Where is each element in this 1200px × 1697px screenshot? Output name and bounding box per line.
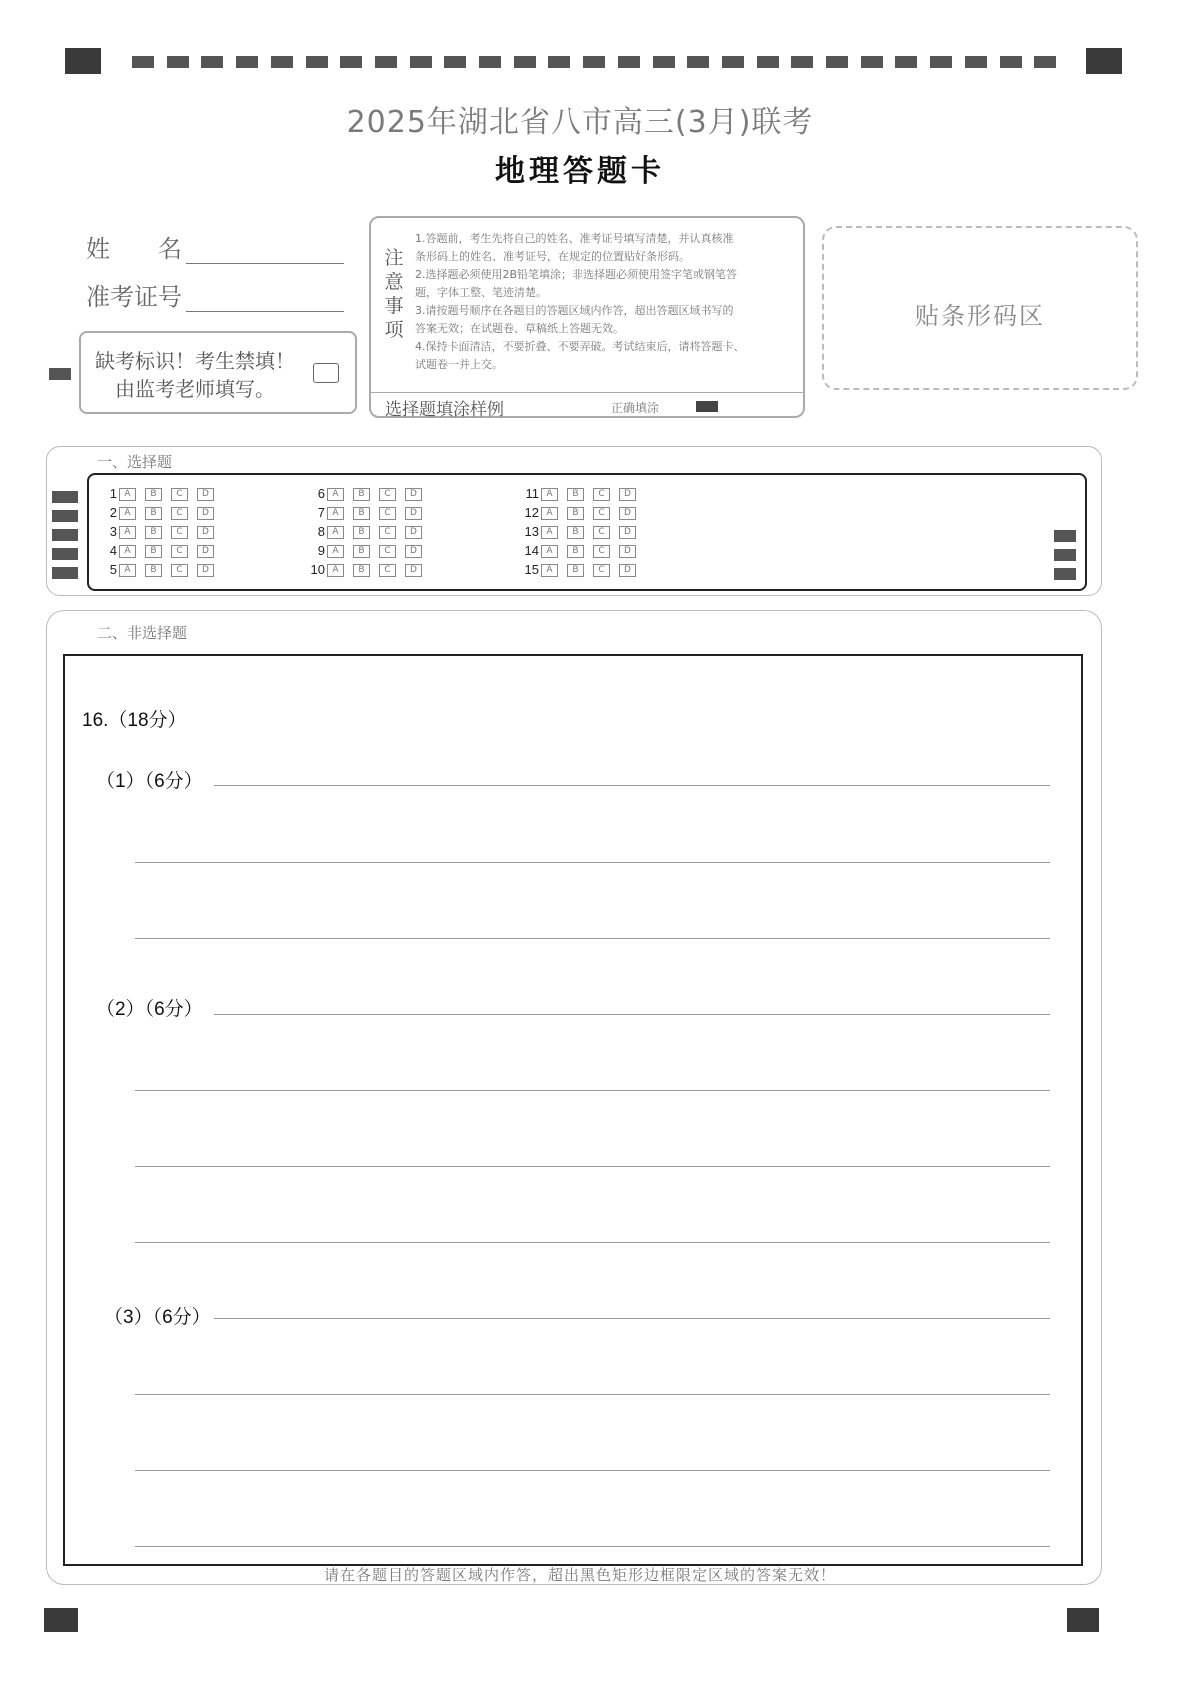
notice-heading-char: 意 [384, 271, 404, 293]
notice-item: 试题卷一并上交。 [415, 358, 503, 371]
option-bubble[interactable]: C [593, 526, 610, 539]
option-bubble[interactable]: C [593, 488, 610, 501]
option-bubble[interactable]: B [567, 507, 584, 520]
answer-line[interactable] [135, 938, 1050, 939]
name-field[interactable] [86, 229, 344, 264]
question-number: 11 [525, 486, 539, 501]
question-number: 9 [317, 543, 325, 558]
option-bubble[interactable]: A [327, 564, 344, 577]
notice-heading-char: 事 [384, 295, 404, 317]
id-label: 准考证号 [86, 283, 182, 311]
choice-question [303, 542, 431, 560]
answer-line[interactable] [214, 785, 1050, 786]
option-bubble[interactable]: D [197, 488, 214, 501]
question-16-label: 16.（18分） [82, 710, 187, 731]
question-number: 6 [317, 486, 325, 501]
id-field[interactable] [86, 277, 344, 312]
option-bubble[interactable]: A [541, 564, 558, 577]
option-bubble[interactable]: C [379, 488, 396, 501]
corner-mark-top-right [1086, 48, 1122, 74]
corner-mark-bottom-right [1067, 1608, 1099, 1632]
absent-box [79, 331, 357, 414]
timing-mark [618, 56, 640, 68]
option-bubble[interactable]: B [353, 545, 370, 558]
timing-mark [271, 56, 293, 68]
timing-mark [306, 56, 328, 68]
row-mark-right [1054, 568, 1076, 580]
answer-line[interactable] [214, 1014, 1050, 1015]
timing-mark [548, 56, 570, 68]
option-bubble[interactable]: A [541, 507, 558, 520]
option-bubble[interactable]: B [567, 545, 584, 558]
timing-mark [895, 56, 917, 68]
option-bubble[interactable]: C [379, 545, 396, 558]
option-bubble[interactable]: D [197, 526, 214, 539]
choice-question [517, 485, 645, 503]
option-bubble[interactable]: D [405, 526, 422, 539]
side-mark-absent [49, 368, 71, 380]
absent-line-2: 由监考老师填写。 [115, 377, 275, 401]
question-number: 4 [109, 543, 117, 558]
section-choice [46, 446, 1102, 596]
question-number: 10 [310, 562, 325, 577]
name-label: 姓 名 [86, 235, 182, 263]
answer-line[interactable] [135, 1394, 1050, 1395]
timing-mark [444, 56, 466, 68]
section-choice-heading: 一、选择题 [97, 453, 173, 471]
name-line[interactable] [186, 263, 344, 264]
question-number: 8 [317, 524, 325, 539]
id-line[interactable] [186, 311, 344, 312]
option-bubble[interactable]: A [119, 507, 136, 520]
timing-mark [410, 56, 432, 68]
answer-line[interactable] [135, 1470, 1050, 1471]
choice-question [517, 504, 645, 522]
option-bubble[interactable]: D [405, 545, 422, 558]
row-mark [52, 567, 78, 579]
option-bubble[interactable]: A [327, 545, 344, 558]
choice-grid [87, 473, 1087, 591]
choice-question [303, 561, 431, 579]
choice-question [95, 561, 223, 579]
option-bubble[interactable]: A [119, 564, 136, 577]
option-bubble[interactable]: B [567, 564, 584, 577]
option-bubble[interactable]: C [379, 526, 396, 539]
option-bubble[interactable]: A [327, 507, 344, 520]
option-bubble[interactable]: C [379, 507, 396, 520]
option-bubble[interactable]: C [171, 526, 188, 539]
section-nonchoice [46, 610, 1102, 1585]
timing-mark [375, 56, 397, 68]
notice-item: 2.选择题必须使用2B铅笔填涂；非选择题必须使用签字笔或钢笔答 [415, 268, 738, 281]
option-bubble[interactable]: D [197, 507, 214, 520]
corner-mark-bottom-left [44, 1608, 78, 1632]
question-number: 5 [109, 562, 117, 577]
question-number: 14 [524, 543, 539, 558]
choice-question [517, 561, 645, 579]
answer-line[interactable] [135, 1546, 1050, 1547]
timing-mark [722, 56, 744, 68]
question-number: 12 [524, 505, 539, 520]
option-bubble[interactable]: C [379, 564, 396, 577]
option-bubble[interactable]: B [145, 488, 162, 501]
timing-mark [1034, 56, 1056, 68]
option-bubble[interactable]: B [353, 488, 370, 501]
answer-line[interactable] [135, 1242, 1050, 1243]
notice-item: 3.请按题号顺序在各题目的答题区域内作答，超出答题区域书写的 [415, 304, 734, 317]
option-bubble[interactable]: B [567, 488, 584, 501]
option-bubble[interactable]: D [619, 545, 636, 558]
notice-item: 1.答题前，考生先将自己的姓名、准考证号填写清楚，并认真核准 [415, 232, 734, 245]
question-number: 2 [109, 505, 117, 520]
timing-mark [687, 56, 709, 68]
timing-mark [167, 56, 189, 68]
option-bubble[interactable]: A [541, 488, 558, 501]
option-bubble[interactable]: A [327, 488, 344, 501]
option-bubble[interactable]: B [353, 526, 370, 539]
option-bubble[interactable]: D [619, 488, 636, 501]
option-bubble[interactable]: B [353, 564, 370, 577]
option-bubble[interactable]: D [619, 526, 636, 539]
question-number: 13 [524, 524, 539, 539]
choice-question [303, 485, 431, 503]
fill-example-label: 选择题填涂样例 [385, 400, 504, 420]
timing-mark [236, 56, 258, 68]
choice-question [517, 542, 645, 560]
option-bubble[interactable]: D [405, 564, 422, 577]
question-number: 1 [109, 486, 117, 501]
row-mark [52, 529, 78, 541]
option-bubble[interactable]: B [145, 545, 162, 558]
option-bubble[interactable]: B [145, 526, 162, 539]
section-nonchoice-heading: 二、非选择题 [97, 624, 188, 642]
option-bubble[interactable]: C [593, 564, 610, 577]
option-bubble[interactable]: C [593, 507, 610, 520]
option-bubble[interactable]: A [327, 526, 344, 539]
timing-mark [965, 56, 987, 68]
timing-mark [340, 56, 362, 68]
part-2-label: （2）（6分） [96, 999, 203, 1020]
timing-mark [791, 56, 813, 68]
absent-text [95, 347, 295, 403]
option-bubble[interactable]: C [171, 488, 188, 501]
option-bubble[interactable]: A [119, 488, 136, 501]
timing-mark [930, 56, 952, 68]
notice-box [369, 216, 805, 418]
row-mark [52, 510, 78, 522]
option-bubble[interactable]: B [145, 564, 162, 577]
timing-mark [583, 56, 605, 68]
notice-item: 答案无效；在试题卷、草稿纸上答题无效。 [415, 322, 624, 335]
option-bubble[interactable]: C [171, 507, 188, 520]
option-bubble[interactable]: D [197, 545, 214, 558]
option-bubble[interactable]: B [145, 507, 162, 520]
timing-mark [826, 56, 848, 68]
question-number: 3 [109, 524, 117, 539]
choice-question [303, 523, 431, 541]
barcode-area [822, 226, 1138, 390]
option-bubble[interactable]: B [567, 526, 584, 539]
row-mark [52, 548, 78, 560]
timing-mark [653, 56, 675, 68]
corner-mark-top-left [65, 48, 101, 74]
question-number: 15 [524, 562, 539, 577]
option-bubble[interactable]: A [541, 526, 558, 539]
notice-list [415, 230, 797, 374]
part-3-label: （3）（6分） [104, 1307, 211, 1328]
option-bubble[interactable]: C [593, 545, 610, 558]
barcode-label: 贴条形码区 [915, 302, 1045, 330]
timing-mark [201, 56, 223, 68]
timing-mark [514, 56, 536, 68]
correct-fill-label: 正确填涂 [611, 401, 660, 415]
timing-mark [132, 56, 154, 68]
timing-mark [861, 56, 883, 68]
choice-question [517, 523, 645, 541]
notice-heading-char: 项 [384, 319, 404, 341]
choice-question [95, 542, 223, 560]
option-bubble[interactable]: D [619, 564, 636, 577]
choice-question [95, 523, 223, 541]
choice-question [95, 504, 223, 522]
question-number: 7 [317, 505, 325, 520]
absent-checkbox[interactable] [313, 363, 339, 383]
option-bubble[interactable]: D [197, 564, 214, 577]
notice-heading [383, 246, 405, 342]
row-mark-right [1054, 549, 1076, 561]
choice-question [95, 485, 223, 503]
option-bubble[interactable]: A [541, 545, 558, 558]
exam-title: 2025年湖北省八市高三(3月)联考 [346, 105, 814, 140]
part-1-label: （1）（6分） [96, 771, 203, 792]
option-bubble[interactable]: A [119, 545, 136, 558]
option-bubble[interactable]: B [353, 507, 370, 520]
option-bubble[interactable]: D [405, 488, 422, 501]
answer-area[interactable] [63, 654, 1083, 1566]
answer-line[interactable] [135, 1090, 1050, 1091]
answer-line[interactable] [135, 1166, 1050, 1167]
answer-line[interactable] [135, 862, 1050, 863]
option-bubble[interactable]: C [171, 545, 188, 558]
notice-heading-char: 注 [384, 247, 404, 269]
row-mark-right [1054, 530, 1076, 542]
option-bubble[interactable]: D [405, 507, 422, 520]
choice-question [303, 504, 431, 522]
notice-item: 题，字体工整、笔迹清楚。 [415, 286, 547, 299]
option-bubble[interactable]: A [119, 526, 136, 539]
answer-line[interactable] [214, 1318, 1050, 1319]
row-mark [52, 491, 78, 503]
notice-item: 4.保持卡面清洁，不要折叠、不要弄破。考试结束后，请将答题卡、 [415, 340, 745, 353]
option-bubble[interactable]: D [619, 507, 636, 520]
card-title: 地理答题卡 [495, 154, 665, 189]
fill-example-row [371, 392, 803, 418]
filled-box-icon [696, 401, 718, 412]
timing-mark [479, 56, 501, 68]
absent-line-1: 缺考标识！考生禁填！ [95, 349, 295, 373]
notice-item: 条形码上的姓名、准考证号，在规定的位置贴好条形码。 [415, 250, 690, 263]
boundary-warning: 请在各题目的答题区域内作答，超出黑色矩形边框限定区域的答案无效！ [323, 1566, 836, 1584]
timing-mark [1000, 56, 1022, 68]
timing-mark [757, 56, 779, 68]
option-bubble[interactable]: C [171, 564, 188, 577]
